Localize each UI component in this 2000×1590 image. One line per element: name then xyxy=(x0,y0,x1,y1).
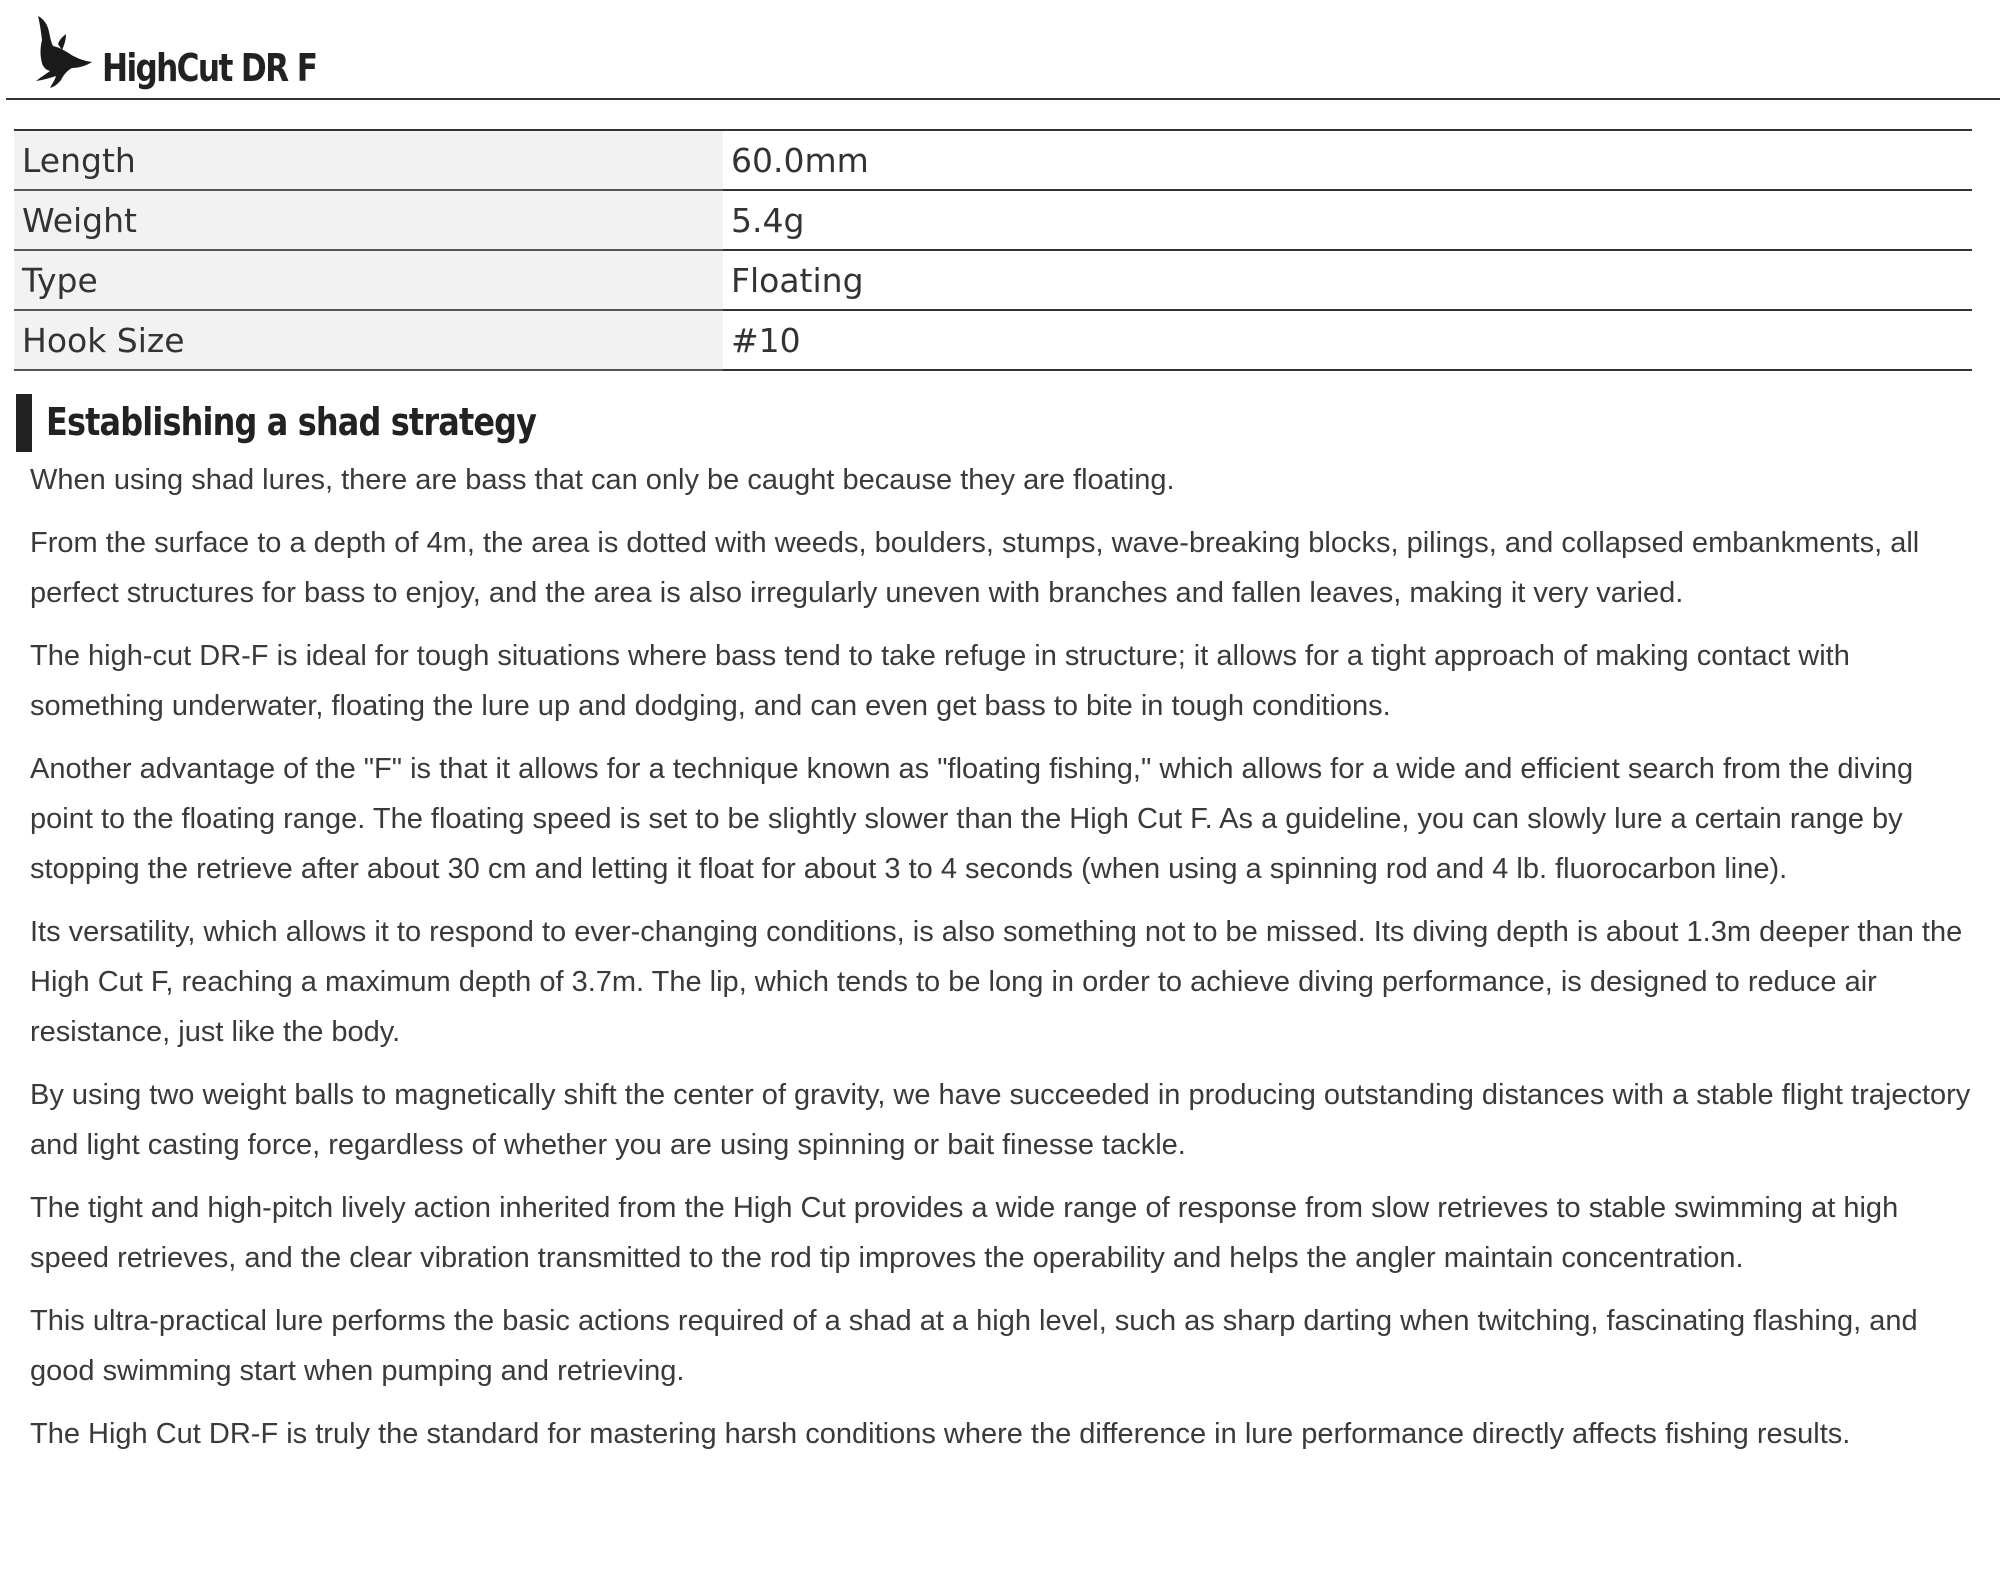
spec-label: Length xyxy=(14,130,723,190)
spec-table xyxy=(14,129,1972,371)
description-paragraph: The tight and high-pitch lively action inherited from the High Cut provides a wide range of response from slow retrieves to stable swimming at high speed retrieves, and the clear vibration transmitted to the rod tip improves the operability and helps the angler maintain concentration. xyxy=(30,1192,1899,1274)
description-paragraph: When using shad lures, there are bass that can only be caught because they are floating. xyxy=(30,464,1175,496)
spec-value: 60.0mm xyxy=(723,130,1972,190)
spec-label: Hook Size xyxy=(14,310,723,370)
description-paragraph: This ultra-practical lure performs the basic actions required of a shad at a high level, such as sharp darting when twitching, fascinating flashing, and good swimming start when pumping and retrieving. xyxy=(30,1305,1918,1387)
spec-label: Type xyxy=(14,250,723,310)
description-paragraph: Another advantage of the "F" is that it allows for a technique known as "floating fishing," which allows for a wide and efficient search from the diving point to the floating range. The floating speed is set to be slightly slower than the High Cut F. As a guideline, you can slowly lure a certain range by stopping the retrieve after about 30 cm and letting it float for about 3 to 4 seconds (when using a spinning rod and 4 lb. fluorocarbon line). xyxy=(30,753,1914,885)
spec-row-type xyxy=(14,250,1972,310)
description-paragraph: From the surface to a depth of 4m, the area is dotted with weeds, boulders, stumps, wave-breaking blocks, pilings, and collapsed embankments, all perfect structures for bass to enjoy, and the area is also irregularly uneven with branches and fallen leaves, making it very varied. xyxy=(30,527,1920,609)
spec-row-hook-size xyxy=(14,310,1972,370)
bird-logo-icon xyxy=(28,14,94,90)
section-heading-text: Establishing a shad strategy xyxy=(46,400,537,444)
spec-row-length xyxy=(14,130,1972,190)
spec-value: #10 xyxy=(723,310,1972,370)
description-paragraph: The high-cut DR-F is ideal for tough situations where bass tend to take refuge in structure; it allows for a tight approach of making contact with something underwater, floating the lure up and dodging, and can even get bass to bite in tough conditions. xyxy=(30,640,1850,722)
description-body xyxy=(30,455,1980,1472)
description-paragraph: Its versatility, which allows it to respond to ever-changing conditions, is also something not to be missed. Its diving depth is about 1.3m deeper than the High Cut F, reaching a maximum depth of 3.7m. The lip, which tends to be long in order to achieve diving performance, is designed to reduce air resistance, just like the body. xyxy=(30,916,1963,1048)
spec-value: 5.4g xyxy=(723,190,1972,250)
product-title: HighCut DR F xyxy=(102,46,317,90)
description-paragraph: The High Cut DR-F is truly the standard for mastering harsh conditions where the difference in lure performance directly affects fishing results. xyxy=(30,1418,1851,1450)
spec-label: Weight xyxy=(14,190,723,250)
spec-row-weight xyxy=(14,190,1972,250)
product-header xyxy=(6,14,2000,100)
spec-value: Floating xyxy=(723,250,1972,310)
heading-accent-bar xyxy=(16,394,32,452)
description-paragraph: By using two weight balls to magnetically shift the center of gravity, we have succeeded in producing outstanding distances with a stable flight trajectory and light casting force, regardless of whether you are using spinning or bait finesse tackle. xyxy=(30,1079,1971,1161)
